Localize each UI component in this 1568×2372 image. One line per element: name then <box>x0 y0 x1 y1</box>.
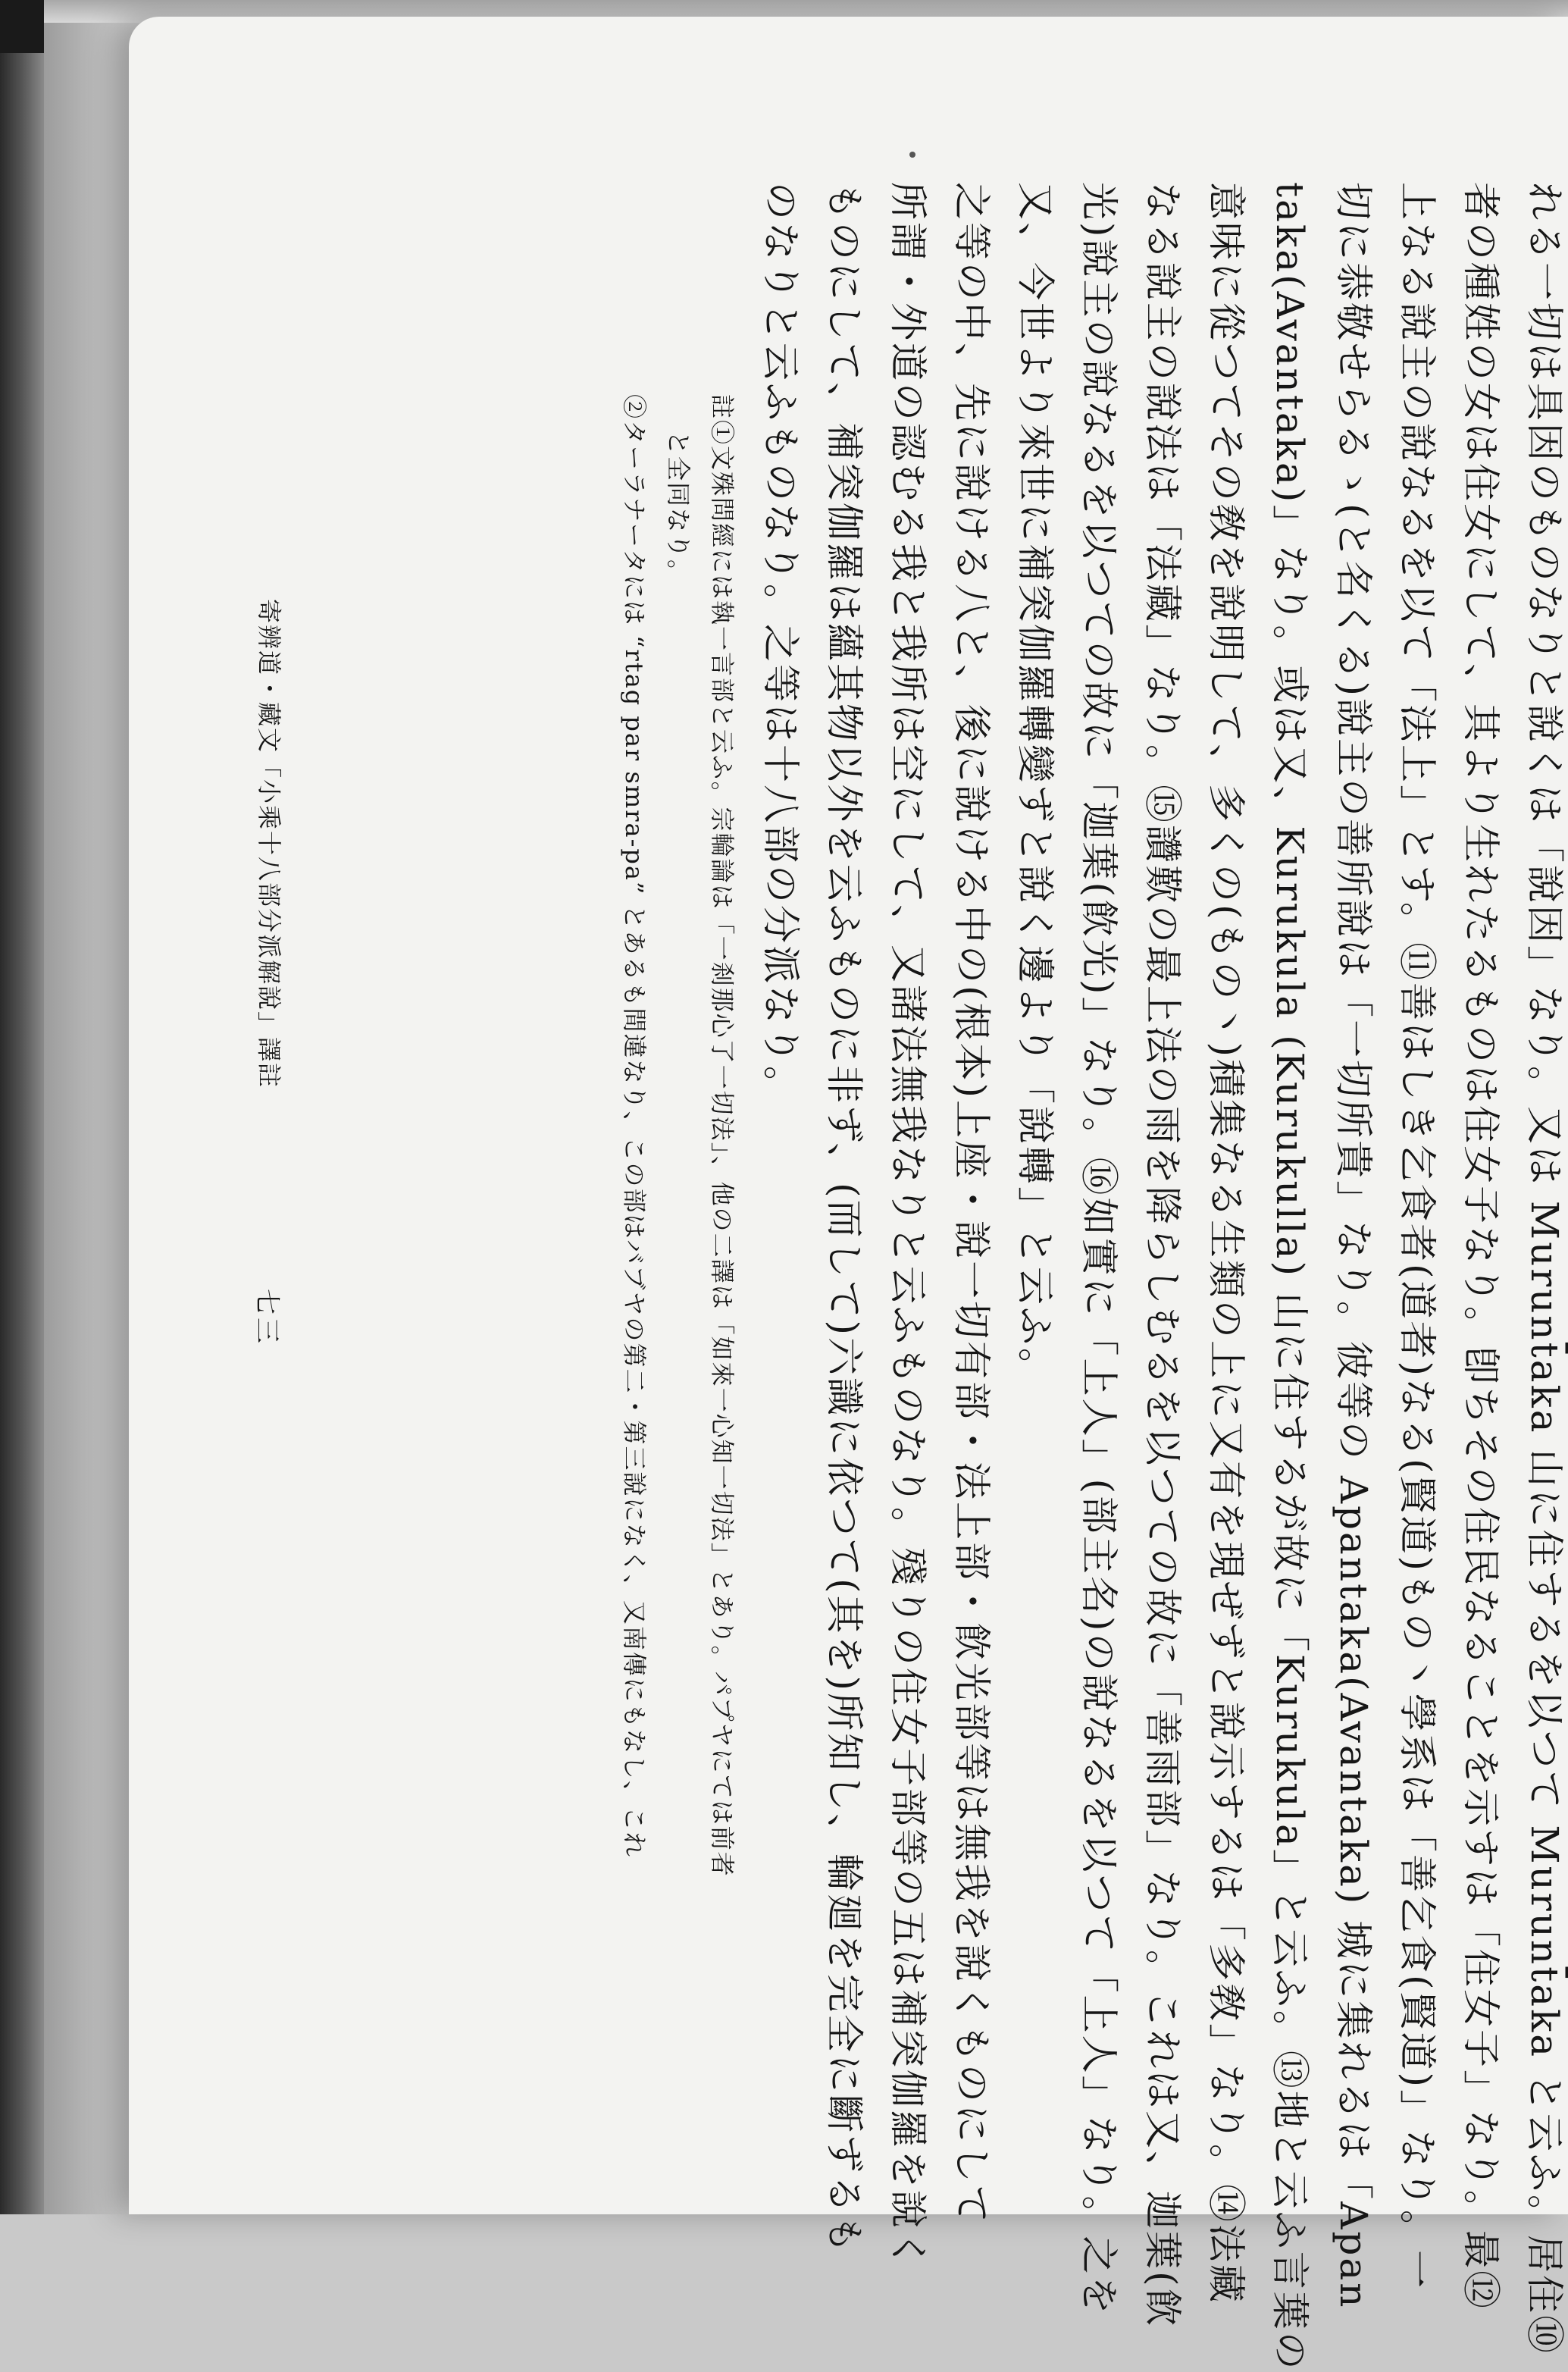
footnotes <box>612 182 744 1910</box>
text-line: のなりと云ふものなり。之等は十八部の分派なり。 <box>759 182 803 1106</box>
footnote-line: と全同なり。 <box>664 431 693 586</box>
text-line: 意味に從つてその敎を說明して、多くの(もの丶)積集なる生類の上に又有を現ぜずと說示するは「多敎」なり。⑭法藏 <box>1204 182 1248 2305</box>
text-line: 又、今世より來世に補突伽羅轉變ずと說く邊より「說轉」と云ふ。 <box>1013 182 1057 1388</box>
running-title: 寄辨道・藏文「小乘十八部分派解說」譯註 <box>255 599 283 1089</box>
text-line: 上なる說主の說なるを以て「法上」とす。⑪善はしき乞食者(道者)なる(賢道)もの丶學系は「善乞食(賢道)」なり。一 <box>1395 182 1439 2291</box>
text-line: 切に恭敬せらるゝ(と名くる)說主の善所說は「一切所貴」なり。彼等の Apantaka(Avantaka) 城に集れるは「Apan <box>1332 182 1376 2310</box>
text-line: 者の種姓の女は住女にして、其より生れたるものは住女子なり。卽ちその住民なることを示すは「住女子」なり。最⑫ <box>1459 182 1503 2311</box>
page-text-block <box>612 182 1568 2372</box>
footnote-line: ②ターラナータには “rtag par smra-pa” とあるも間違なり、この部はバブヤの第二・第三說になく、又南傳にもなし、これ <box>620 394 649 1858</box>
text-line: 光)說主の說なるを以つての故に「迦葉(飮光)」なり。⑯如實に「上人」(部主名)の說なるを以つて「上人」なり。之を <box>1077 182 1121 2317</box>
speck <box>909 152 915 158</box>
text-line: れる一切は具因のものなりと說くは「說因」なり。又は Murunt̄aka 山に住するを以つて Murunt̄aka と云ふ。居住⑩ <box>1523 182 1566 2356</box>
footnote-line: 註①文殊問經には執一言部と云ふ。宗輪論は「一刹那心了一切法」、他の二譯は「如來一心知一切法」とあり。パプヤにては前者 <box>708 394 737 1878</box>
text-line: 之等の中、先に說ける八と、後に說ける中の(根本)上座・說一切有部・法上部・飮光部等は無我を說くものにして <box>950 182 994 2226</box>
book-binding <box>0 0 44 2214</box>
page-number: 七三 <box>252 1289 282 1346</box>
text-line: なる說主の說法は「法藏」なり。⑮讚歎の最上法の雨を降らしむるを以つての故に「善雨部」なり。これは又、迦葉(飮 <box>1141 182 1185 2329</box>
text-line: ものにして、補突伽羅は蘊其物以外を云ふものに非ず、(而して)六識に依つて(其を)所知し、輪廻を完全に斷ずるも <box>822 182 866 2256</box>
text-line: taka(Avantaka)」なり。或は又、Kurukula (Kurukulla) 山に住するが故に「Kurukula」と云ふ。⑬地と云ふ言葉の <box>1268 182 1312 2372</box>
text-line: 所謂・外道の認むる我と我所は空にして、又諸法無我なりと云ふものなり。殘りの住女子部等の五は補突伽羅を說く <box>886 182 930 2270</box>
